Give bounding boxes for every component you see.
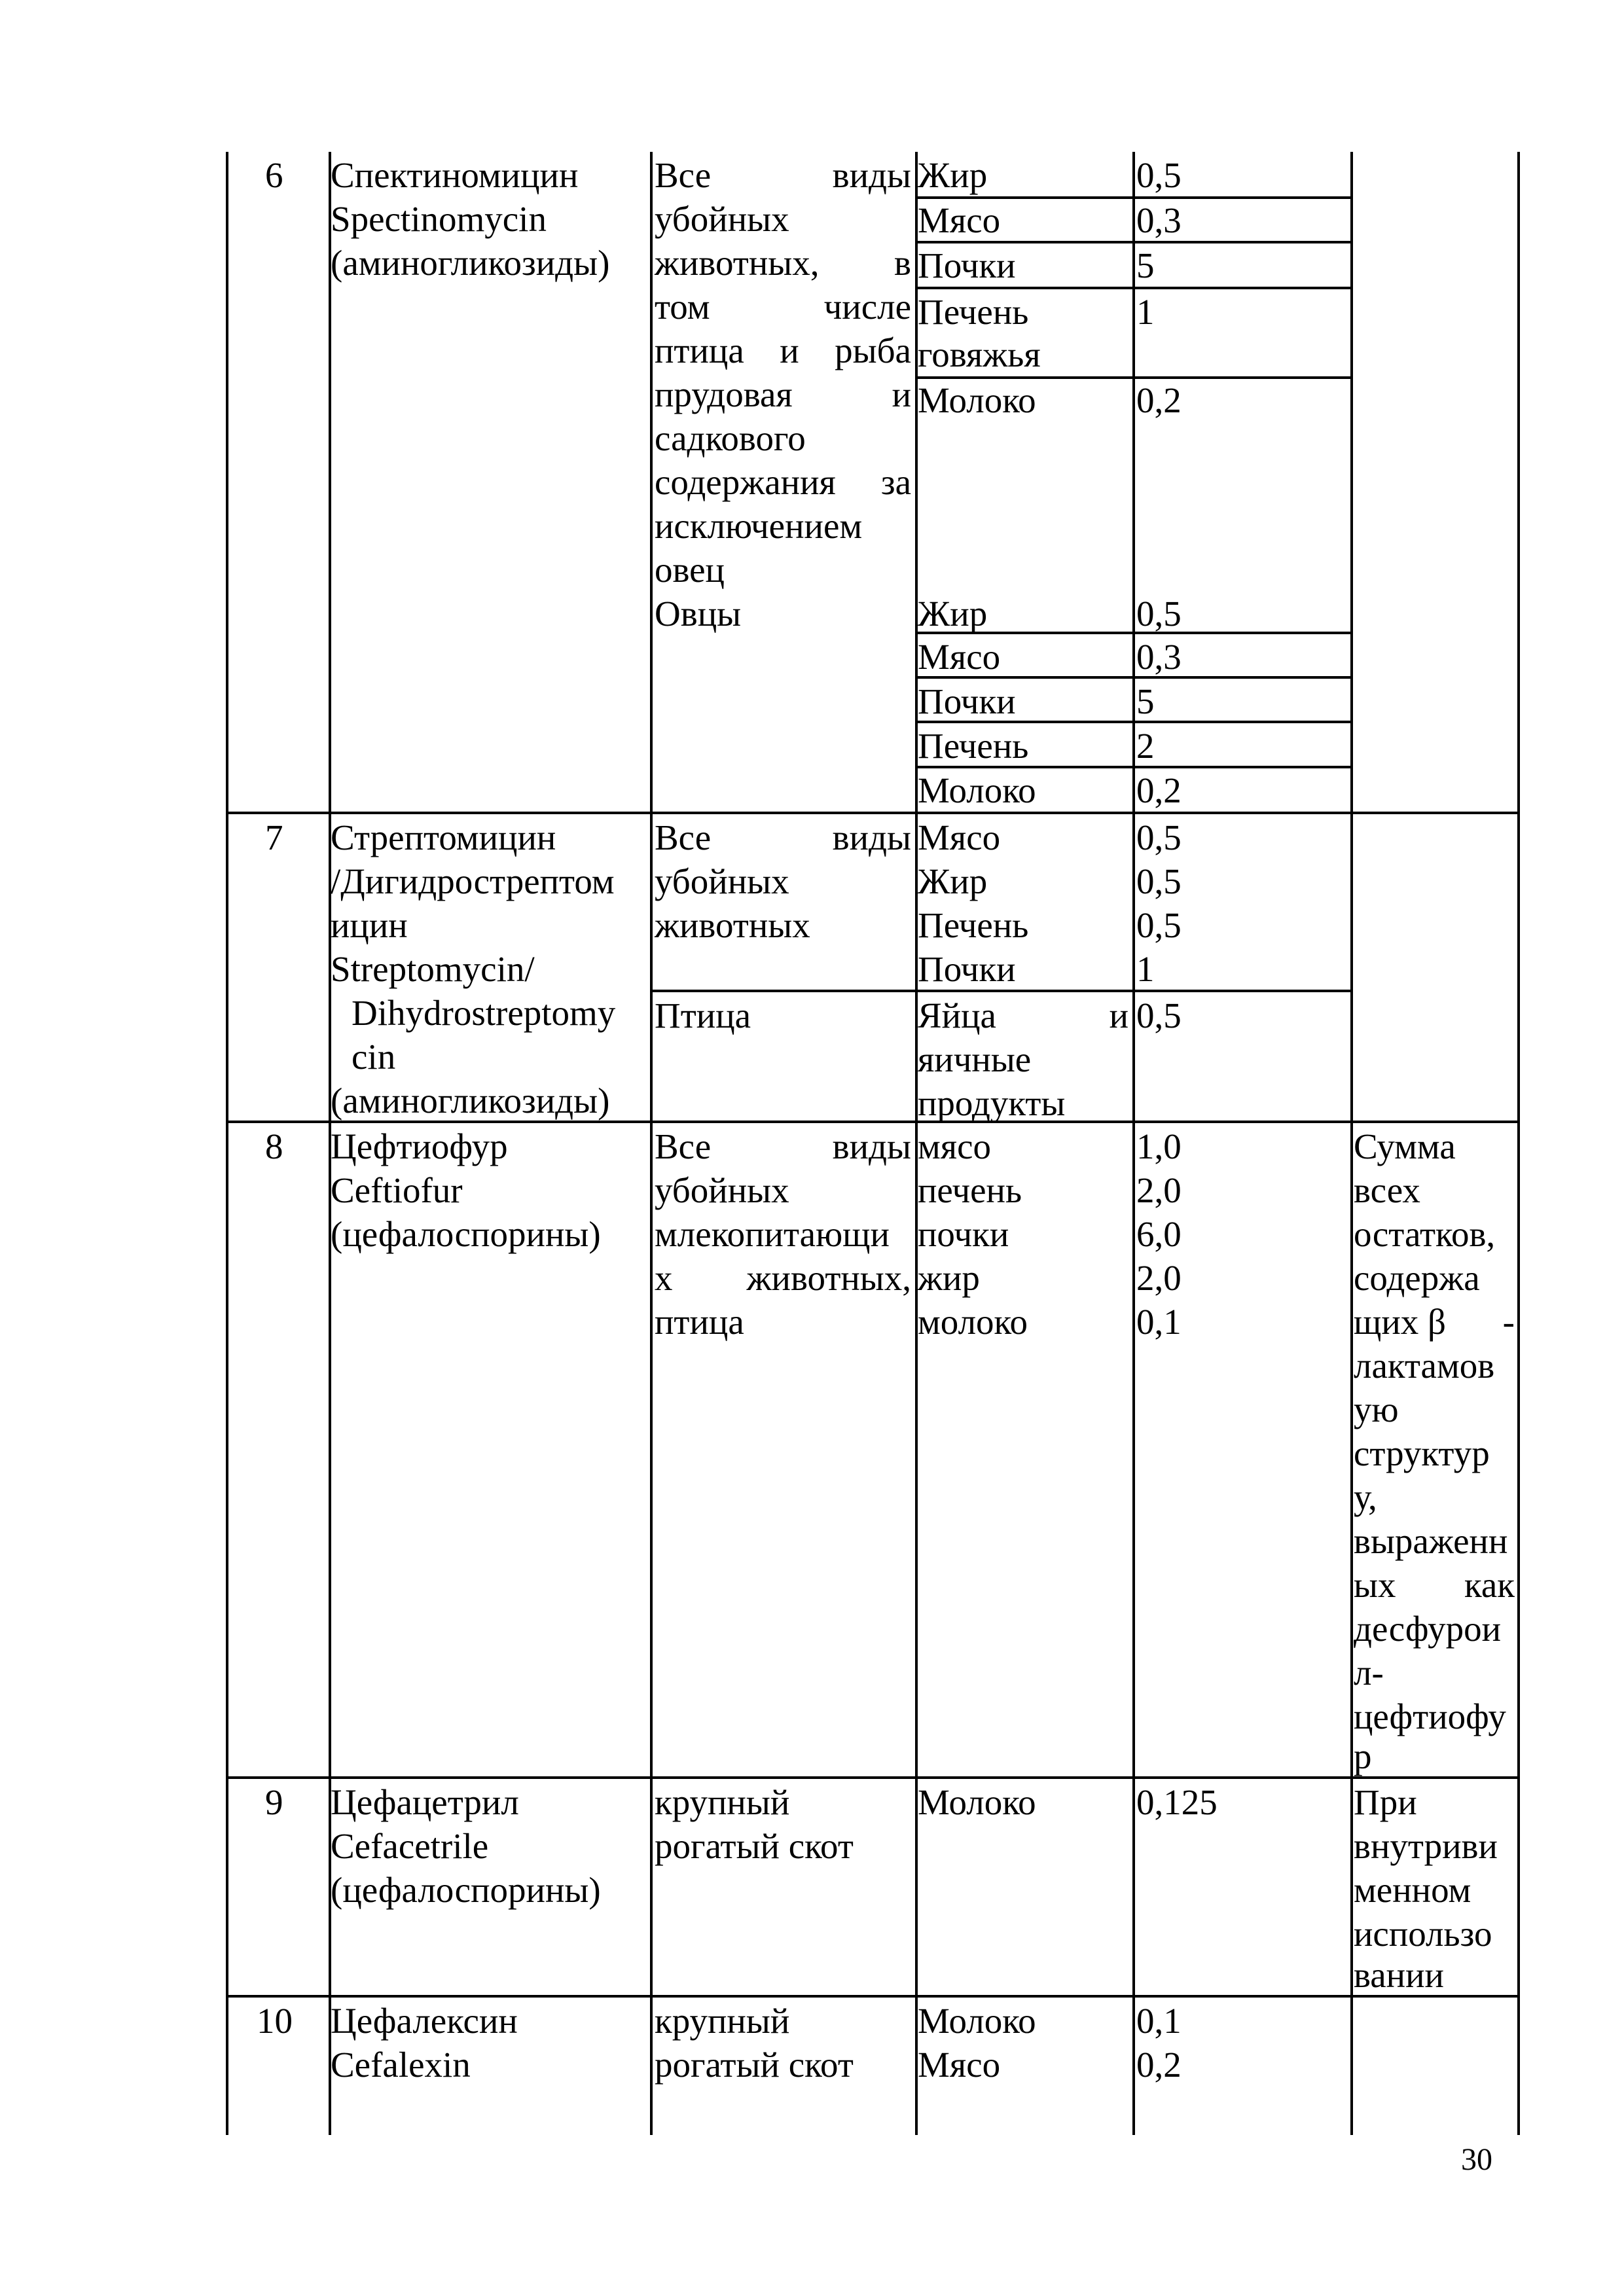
product-item: Яйца и xyxy=(918,996,1128,1035)
product-item: Почки xyxy=(918,681,1016,721)
product-item: Мясо xyxy=(918,817,1001,857)
value-item: 0,5 xyxy=(1136,905,1182,945)
note-line: щих β - xyxy=(1354,1302,1515,1342)
product-item: яичные xyxy=(918,1039,1032,1079)
product-item: молоко xyxy=(918,1302,1028,1342)
value-item: 0,2 xyxy=(1136,770,1182,810)
value-item: 0,2 xyxy=(1136,2045,1182,2085)
note-line: у, xyxy=(1354,1477,1377,1517)
note-line: внутриви xyxy=(1354,1826,1498,1866)
note-line: При xyxy=(1354,1782,1417,1822)
note-line: менном xyxy=(1354,1870,1471,1910)
drug-line: ицин xyxy=(331,905,408,945)
drug-line: Цефтиофур xyxy=(331,1126,508,1166)
species-line: птица и рыба xyxy=(655,331,911,370)
product-item: печень xyxy=(918,1170,1022,1210)
product-item: Молоко xyxy=(918,2001,1036,2041)
species-line: рогатый скот xyxy=(655,1826,854,1866)
value-item: 1 xyxy=(1136,949,1155,989)
value-item: 0,5 xyxy=(1136,594,1182,634)
note-line: р xyxy=(1354,1736,1372,1776)
species-line: убойных xyxy=(655,1170,789,1210)
note-line: л- xyxy=(1354,1653,1384,1693)
value-item: 0,1 xyxy=(1136,1302,1182,1342)
page-number: 30 xyxy=(1461,2142,1492,2177)
drug-line: Стрептомицин xyxy=(331,817,556,857)
species-line: Все виды xyxy=(655,1126,911,1166)
value-item: 0,2 xyxy=(1136,380,1182,420)
value-item: 0,5 xyxy=(1136,817,1182,857)
drug-line: Cefacetrile xyxy=(331,1826,489,1866)
value-item: 0,125 xyxy=(1136,1782,1218,1822)
product-item: Мясо xyxy=(918,200,1001,240)
row-number: 9 xyxy=(265,1782,283,1822)
value-item: 2 xyxy=(1136,726,1155,766)
product-item: Печень xyxy=(918,292,1029,332)
row-number: 8 xyxy=(265,1126,283,1166)
species-line: млекопитающи xyxy=(655,1214,890,1254)
value-item: 5 xyxy=(1136,245,1155,285)
row-number: 6 xyxy=(265,155,283,195)
drug-line: cin xyxy=(352,1037,396,1077)
grid-line xyxy=(650,152,653,2135)
note-line: структур xyxy=(1354,1433,1490,1473)
note-line: вании xyxy=(1354,1955,1444,1995)
product-item: Печень xyxy=(918,726,1029,766)
drug-line: Цефалексин xyxy=(331,2001,518,2041)
drug-line: (цефалоспорины) xyxy=(331,1870,601,1910)
value-item: 2,0 xyxy=(1136,1258,1182,1298)
row-number: 10 xyxy=(257,2001,293,2041)
species-line: крупный xyxy=(655,2001,790,2041)
species-line: овец xyxy=(655,550,725,590)
grid-line xyxy=(1132,152,1135,2135)
note-line: лактамов xyxy=(1354,1346,1495,1386)
product-item: Почки xyxy=(918,245,1016,285)
drug-line: Cefalexin xyxy=(331,2045,471,2085)
species-line: крупный xyxy=(655,1782,790,1822)
product-item: продукты xyxy=(918,1083,1066,1123)
species-line: рогатый скот xyxy=(655,2045,854,2085)
note-line: содержа xyxy=(1354,1258,1480,1298)
species-line: животных, в xyxy=(655,243,911,283)
value-item: 6,0 xyxy=(1136,1214,1182,1254)
value-item: 0,3 xyxy=(1136,637,1182,677)
grid-line xyxy=(1517,152,1520,2135)
species-line: Овцы xyxy=(655,594,742,634)
drug-line: Спектиномицин xyxy=(331,155,579,195)
note-line: цефтиофу xyxy=(1354,1696,1506,1736)
grid-line xyxy=(226,812,1520,814)
note-line: использо xyxy=(1354,1914,1492,1954)
grid-line xyxy=(226,152,228,2135)
drug-line: /Дигидрострептом xyxy=(331,861,615,901)
product-item: Молоко xyxy=(918,1782,1036,1822)
drug-line: Spectinomycin xyxy=(331,199,547,239)
note-line: ую xyxy=(1354,1390,1399,1429)
product-item: Мясо xyxy=(918,637,1001,677)
note-line: выраженн xyxy=(1354,1521,1508,1561)
species-line: прудовая и xyxy=(655,374,911,414)
product-item: жир xyxy=(918,1258,980,1298)
species-line: животных xyxy=(655,905,810,945)
note-line: Сумма xyxy=(1354,1126,1456,1166)
drug-line: (аминогликозиды) xyxy=(331,243,610,283)
species-line: убойных xyxy=(655,861,789,901)
product-item: Жир xyxy=(918,594,988,634)
drug-line: (цефалоспорины) xyxy=(331,1214,601,1254)
product-item: почки xyxy=(918,1214,1009,1254)
drug-line: (аминогликозиды) xyxy=(331,1081,610,1121)
species-line: Все виды xyxy=(655,155,911,195)
value-item: 0,3 xyxy=(1136,200,1182,240)
note-line: всех xyxy=(1354,1170,1420,1210)
note-line: десфурои xyxy=(1354,1609,1502,1649)
product-item: Молоко xyxy=(918,380,1036,420)
value-item: 1,0 xyxy=(1136,1126,1182,1166)
value-item: 0,5 xyxy=(1136,155,1182,195)
value-item: 1 xyxy=(1136,292,1155,332)
value-item: 0,5 xyxy=(1136,996,1182,1035)
species-line: Все виды xyxy=(655,817,911,857)
species-line: содержания за xyxy=(655,462,911,502)
species-line: убойных xyxy=(655,199,789,239)
drug-line: Ceftiofur xyxy=(331,1170,463,1210)
product-item: Почки xyxy=(918,949,1016,989)
product-item: Молоко xyxy=(918,770,1036,810)
note-line: ых как xyxy=(1354,1565,1515,1605)
product-item: Печень xyxy=(918,905,1029,945)
species-line: садкового xyxy=(655,418,806,458)
row-number: 7 xyxy=(265,817,283,857)
value-item: 5 xyxy=(1136,681,1155,721)
species-line: том числе xyxy=(655,287,911,327)
species-line: х животных, xyxy=(655,1258,911,1298)
drug-line: Цефацетрил xyxy=(331,1782,519,1822)
product-item: Мясо xyxy=(918,2045,1001,2085)
product-item: говяжья xyxy=(918,334,1041,374)
grid-line xyxy=(1350,152,1353,2135)
product-item: Жир xyxy=(918,155,988,195)
species-line: птица xyxy=(655,1302,744,1342)
grid-line xyxy=(226,1776,1520,1779)
product-item: мясо xyxy=(918,1126,992,1166)
product-item: Жир xyxy=(918,861,988,901)
note-line: остатков, xyxy=(1354,1214,1496,1254)
value-item: 0,5 xyxy=(1136,861,1182,901)
drug-line: Dihydrostreptomy xyxy=(352,993,616,1033)
grid-line xyxy=(226,1995,1520,1998)
species-line: Птица xyxy=(655,996,751,1035)
drug-line: Streptomycin/ xyxy=(331,949,535,989)
value-item: 2,0 xyxy=(1136,1170,1182,1210)
species-line: исключением xyxy=(655,506,863,546)
value-item: 0,1 xyxy=(1136,2001,1182,2041)
